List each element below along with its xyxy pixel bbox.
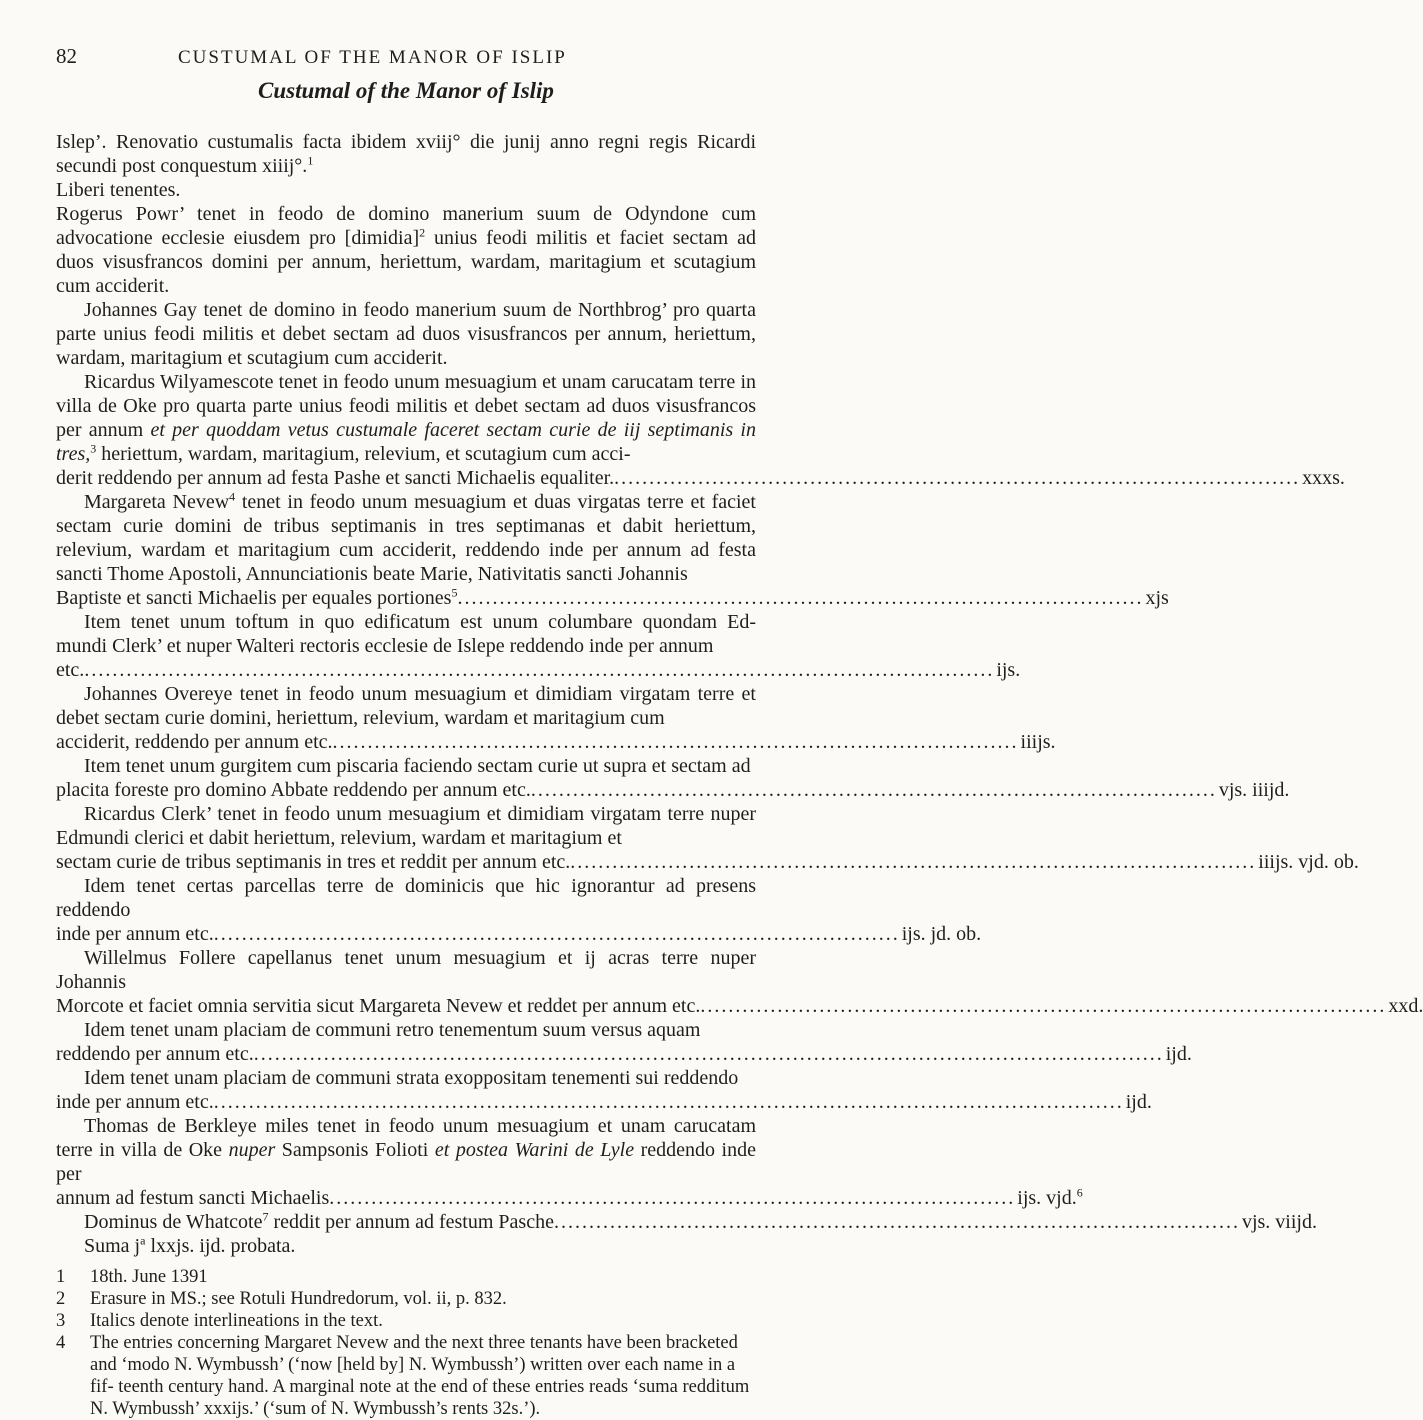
footnote-ref: 2 [419,225,426,240]
entry-ricardus-wilyamescote: Ricardus Wilyamescote tenet in feodo unum mesuagium et unam carucatam terre in villa de Oke pro quarta parte unius feodi militis et debet sectam ad duos visusfrancos per annum et per quoddam vetus custumale faceret sectam curie de iij septimanis in tres,$^3$ heriettum, wardam, maritagium, relevium, et scutagium cum acci- derit reddendo per annum ad festa Pashe et sancti Michaelis equaliter. .................................................................................................. xxxs. [56,371,1345,489]
footnote: 1 18th. June 1391 [56,1267,208,1287]
rent-amount: iiijs. vjd. ob. [1258,851,1359,873]
section-heading-liberi-tenentes: Liberi tenentes. [56,179,181,201]
running-head [56,44,756,74]
footnote-ref: 7 [262,1209,269,1224]
entry-idem-placiam-aquam: Idem tenet unam placiam de communi retro tenementum suum versus aquam reddendo per annum etc. .................................................................................................................................. ijd. [56,1019,1192,1065]
rent-amount: ijs. vjd.$^6$ [1017,1185,1083,1209]
rent-amount: vjs. viijd. [1241,1211,1317,1233]
running-title: CUSTUMAL OF THE MANOR OF ISLIP [178,47,567,68]
rent-amount: ijs. [996,659,1021,681]
entry-thomas-de-berkleye: Thomas de Berkleye miles tenet in feodo unum mesuagium et unam carucatam terre in villa de Oke nuper Sampsonis Folioti et postea Warini de Lyle reddendo inde per annum ad festum sancti Michaelis .................................................................................................. ijs. vjd.$^6$ [56,1115,1083,1209]
custumal-text [56,130,1423,1258]
footnote-ref: 6 [1076,1185,1083,1200]
entry-ricardus-clerk: Ricardus Clerk’ tenet in feodo unum mesuagium et dimidiam virgatam terre nuper Edmundi clerici et dabit heriettum, relevium, wardam et maritagium et sectam curie de tribus septimanis in tres et reddit per annum etc. .................................................................................................. iiijs. vjd. ob. [56,803,1359,873]
entry-idem-parcellas: Idem tenet certas parcellas terre de dominicis que hic ignorantur ad presens reddendo inde per annum etc. .................................................................................................. ijs. jd. ob. [56,875,982,945]
document-title: Custumal of the Manor of Islip [258,78,554,103]
entry-margareta-nevew: Margareta Nevew$^4$ tenet in feodo unum mesuagium et duas virgatas terre et faciet sectam curie domini de tribus septimanis in tres septimanas et dabit heriettum, relevium, wardam et maritagium cum acciderit, reddendo inde per annum ad festa sancti Thome Apostoli, Annunciationis beate Marie, Nativitatis sancti Johannis Baptiste et sancti Michaelis per equales portiones$^5$ .................................................................................................. xjs [56,489,1169,609]
footnote-ref: 1 [307,153,314,168]
page [56,44,1423,1420]
footnote-ref: 4 [229,489,236,504]
entry-idem-placiam-strata: Idem tenet unam placiam de communi strata exoppositam tenementi sui reddendo inde per annum etc. .................................................................................................................................. ijd. [56,1067,1152,1113]
entry-dominus-de-whatcote: Dominus de Whatcote$^7$ reddit per annum ad festum Pasche .................................................................................................. vjs. viijd. [84,1209,1317,1233]
rent-amount: xxd. [1388,995,1423,1017]
rent-amount: iiijs. [1020,731,1056,753]
entry-renovatio: Islep’. Renovatio custumalis facta ibidem xviij° die junij anno regni regis Ricardi secundi post conquestum xiiij°.$^1$ [56,131,756,177]
rent-amount: vjs. iiijd. [1218,779,1290,801]
rent-amount: ijd. [1165,1043,1192,1065]
page-number: 82 [56,44,77,68]
footnote: 3 Italics denote interlineations in the text. [56,1311,383,1331]
rent-amount: xjs [1145,587,1169,609]
footnotes [56,1266,756,1420]
entry-suma: Suma $j^a$ lxxjs. ijd. probata. [84,1233,296,1257]
entry-willelmus-follere: Willelmus Follere capellanus tenet unum mesuagium et ij acras terre nuper Johannis Morcote et faciet omnia servitia sicut Margareta Nevew et reddet per annum etc. .................................................................................................. xxd. [56,947,1423,1017]
entry-johannes-overeye: Johannes Overeye tenet in feodo unum mesuagium et dimidiam virgatam terre et debet sectam curie domini, heriettum, relevium, wardam et maritagium cum acciderit, reddendo per annum etc. .................................................................................................. iiijs. [56,683,1056,753]
entry-item-gurgitem: Item tenet unum gurgitem cum piscaria faciendo sectam curie ut supra et sectam ad placita foreste pro domino Abbate reddendo per annum etc. .................................................................................................. vjs. iiijd. [56,755,1290,801]
footnote-ref: 3 [90,441,97,456]
entry-rogerus-powr: Rogerus Powr’ tenet in feodo de domino manerium suum de Odyndone cum advocatione ecclesie eiusdem pro [dimidia]$^2$ unius feodi militis et faciet sectam ad duos visusfrancos domini per annum, heriettum, wardam, maritagium et scutagium cum acciderit. [56,203,756,297]
footnote-ref: 5 [451,585,458,600]
rent-amount: ijs. jd. ob. [901,923,982,945]
footnote: 2 Erasure in MS.; see Rotuli Hundredorum, vol. ii, p. 832. [56,1289,507,1309]
rent-amount: xxxs. [1302,467,1345,489]
rent-amount: ijd. [1125,1091,1152,1113]
footnote: 4 The entries concerning Margaret Nevew and the next three tenants have been bracketed and ‘modo N. Wymbussh’ (‘now [held by] N. Wymbussh’) written over each name in a fif- teenth century hand. A marginal note at the end of these entries reads ‘suma redditum N. Wymbussh’ xxxijs.’ (‘sum of N. Wymbussh’s rents 32s.’). [56,1333,750,1419]
entry-item-toftum: Item tenet unum toftum in quo edificatum est unum columbare quondam Ed- mundi Clerk’ et nuper Walteri rectoris ecclesie de Islepe reddendo inde per annum etc. .................................................................................................................................. ijs. [56,611,1021,681]
entry-johannes-gay: Johannes Gay tenet de domino in feodo manerium suum de Northbrog’ pro quarta parte unius feodi militis et debet sectam ad duos visusfrancos per annum, heriettum, wardam, maritagium et scutagium cum acciderit. [56,299,756,369]
